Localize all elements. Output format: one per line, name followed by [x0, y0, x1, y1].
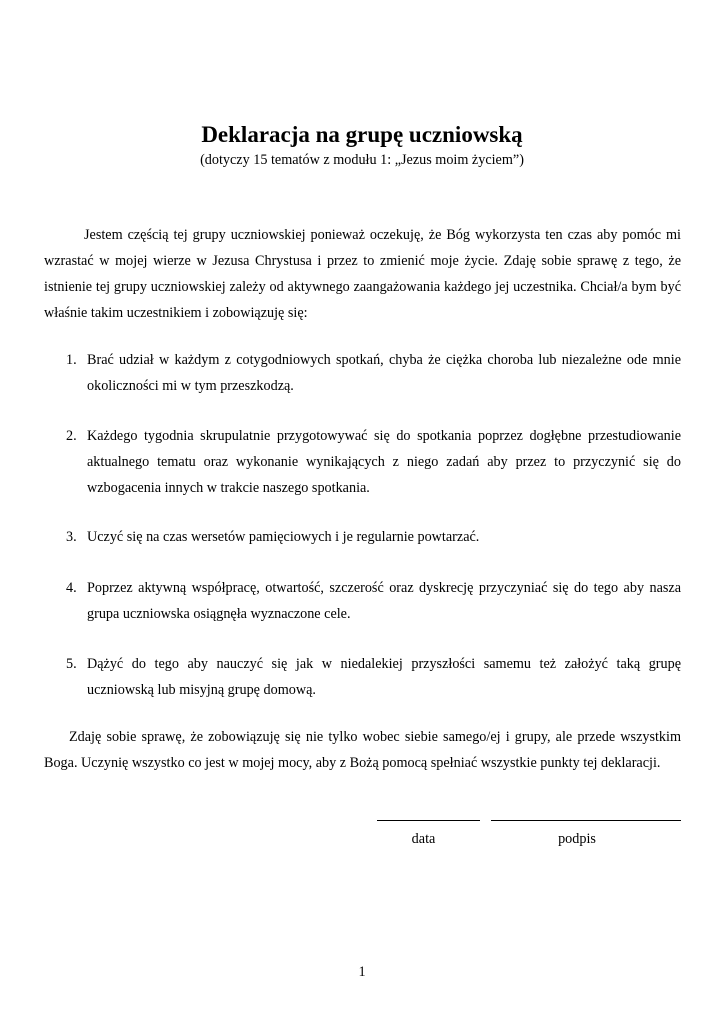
list-item-text: Każdego tygodnia skrupulatnie przygotowywać się do spotkania poprzez dogłębne przestudiowanie aktualnego tematu oraz wykonanie wynikających z niego zadań aby przez to przyczynić się do wzbogacenia innych w trakcie naszego spotkania.	[87, 428, 681, 496]
closing-paragraph: Zdaję sobie sprawę, że zobowiązuję się nie tylko wobec siebie samego/ej i grupy, ale przede wszystkim Boga. Uczynię wszystko co jest w mojej mocy, aby z Bożą pomocą spełniać wszystkie punkty tej deklaracji.	[44, 729, 681, 771]
document-subtitle: (dotyczy 15 tematów z modułu 1: „Jezus moim życiem”)	[200, 152, 524, 168]
list-item-number: 3.	[66, 529, 77, 545]
list-item-text: Dążyć do tego aby nauczyć się jak w niedalekiej przyszłości samemu też założyć taką grupę uczniowską lub misyjną grupę domową.	[87, 656, 681, 698]
signature-label: podpis	[558, 831, 596, 847]
list-item-number: 1.	[66, 352, 77, 368]
date-signature-line	[377, 820, 480, 821]
date-label: data	[411, 831, 436, 847]
list-item	[66, 524, 681, 550]
list-item-text: Uczyć się na czas wersetów pamięciowych i je regularnie powtarzać.	[87, 529, 480, 545]
list-item	[66, 575, 681, 627]
signature-line	[491, 820, 681, 821]
list-item-text: Brać udział w każdym z cotygodniowych spotkań, chyba że ciężka choroba lub niezależne ode mnie okoliczności mi w tym przeszkodzą.	[87, 352, 681, 394]
list-item-number: 2.	[66, 428, 77, 444]
list-item	[66, 347, 681, 399]
page-number: 1	[358, 964, 366, 980]
list-item	[66, 423, 681, 501]
list-item-number: 5.	[66, 656, 77, 672]
list-item-text: Poprzez aktywną współpracę, otwartość, szczerość oraz dyskrecję przyczyniać się do tego aby nasza grupa uczniowska osiągnęła wyznaczone cele.	[87, 580, 681, 622]
list-item-number: 4.	[66, 580, 77, 596]
intro-paragraph: Jestem częścią tej grupy uczniowskiej ponieważ oczekuję, że Bóg wykorzysta ten czas aby pomóc mi wzrastać w mojej wierze w Jezusa Chrystusa i przez to zmienić moje życie. Zdaję sobie sprawę z tego, że istnienie tej grupy uczniowskiej zależy od aktywnego zaangażowania każdego jej uczestnika. Chciał/a bym być właśnie takim uczestnikiem i zobowiązuję się:	[44, 227, 681, 321]
document-title: Deklaracja na grupę uczniowską	[201, 122, 523, 147]
list-item	[66, 651, 681, 703]
